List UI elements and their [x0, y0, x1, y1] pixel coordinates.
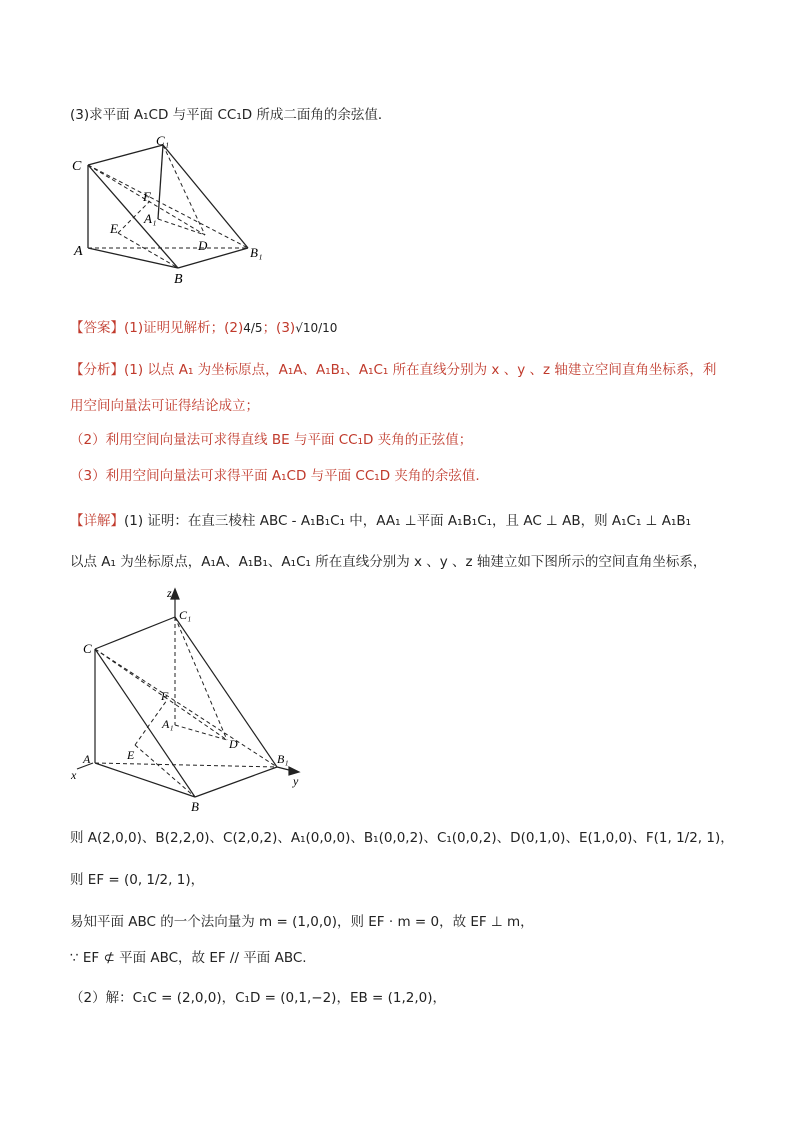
answer-value-3: √10/10 — [295, 321, 338, 335]
label-F: F — [161, 689, 169, 703]
figure-prism-1 — [68, 135, 278, 285]
label-B1: B₁ — [250, 245, 263, 260]
label-B: B — [174, 272, 183, 285]
label-D: D — [229, 737, 238, 751]
label-B1: B₁ — [277, 752, 289, 766]
coords-line-3: 易知平面 ABC 的一个法向量为 m = (1,0,0)，则 EF · m = 0，故 EF ⊥ m， — [70, 914, 534, 930]
label-E: E — [127, 748, 135, 762]
label-B: B — [191, 799, 199, 814]
figure-prism-axes — [65, 585, 315, 815]
label-C: C — [83, 641, 92, 656]
label-A: A — [74, 244, 83, 259]
edge-C1-B1 — [163, 145, 248, 248]
coords-line-1: 则 A(2,0,0)、B(2,2,0)、C(2,0,2)、A₁(0,0,0)、B₁(0,0,2)、C₁(0,0,2)、D(0,1,0)、E(1,0,0)、F(1, 1/2, 1)， — [70, 830, 734, 846]
analysis-tag: 【分析】 — [70, 362, 124, 378]
analysis-line-2: 用空间向量法可证得结论成立； — [70, 398, 259, 414]
analysis-text-1: (1) 以点 A₁ 为坐标原点，A₁A、A₁B₁、A₁C₁ 所在直线分别为 x 、y 、z 轴建立空间直角坐标系，利 — [124, 362, 717, 378]
detail-line-2: 以点 A₁ 为坐标原点，A₁A、A₁B₁、A₁C₁ 所在直线分别为 x 、y 、z 轴建立如下图所示的空间直角坐标系， — [70, 554, 707, 570]
coords-line-4: ∵ EF ⊄ 平面 ABC，故 EF // 平面 ABC. — [70, 950, 307, 966]
detail-tag: 【详解】 — [70, 513, 124, 529]
edge-C-B — [88, 165, 178, 268]
label-A1: A₁ — [144, 211, 157, 226]
analysis-line-1 — [70, 360, 716, 380]
label-C: C — [72, 159, 82, 174]
label-C1: C₁ — [179, 608, 192, 622]
question-3: (3)求平面 A₁CD 与平面 CC₁D 所成二面角的余弦值． — [70, 107, 392, 123]
axis-label-x: x — [71, 768, 77, 782]
detail-text-1: (1) 证明：在直三棱柱 ABC - A₁B₁C₁ 中，AA₁ ⊥平面 A₁B₁C₁，且 AC ⊥ AB，则 A₁C₁ ⊥ A₁B₁ — [124, 513, 692, 529]
answer-tag: 【答案】 — [70, 320, 124, 336]
coords-line-2: 则 EF = (0, 1/2, 1)， — [70, 872, 205, 888]
edge-B-B1 — [178, 248, 248, 268]
label-E: E — [110, 221, 118, 236]
label-A1: A₁ — [162, 717, 174, 731]
axis-label-z: z — [167, 586, 172, 600]
answer-text: (1)证明见解析；(2) — [124, 320, 244, 336]
label-F: F — [143, 189, 151, 204]
axis-label-y: y — [293, 774, 299, 788]
analysis-line-3: （2）利用空间向量法可求得直线 BE 与平面 CC₁D 夹角的正弦值； — [70, 432, 473, 448]
answer-sep: ；(3) — [262, 320, 296, 336]
edge-A-B — [88, 248, 178, 268]
label-C1: C₁ — [156, 135, 170, 148]
label-A: A — [83, 752, 91, 766]
answer-value-2: 4/5 — [243, 321, 263, 335]
edge-C-C1 — [88, 145, 163, 165]
coords-line-5: （2）解：C₁C = (2,0,0)，C₁D = (0,1,−2)，EB = (1,2,0)， — [70, 990, 447, 1006]
answer-line — [70, 318, 337, 338]
detail-line-1 — [70, 511, 691, 531]
label-D: D — [198, 238, 208, 253]
analysis-line-4: （3）利用空间向量法可求得平面 A₁CD 与平面 CC₁D 夹角的余弦值. — [70, 468, 480, 484]
